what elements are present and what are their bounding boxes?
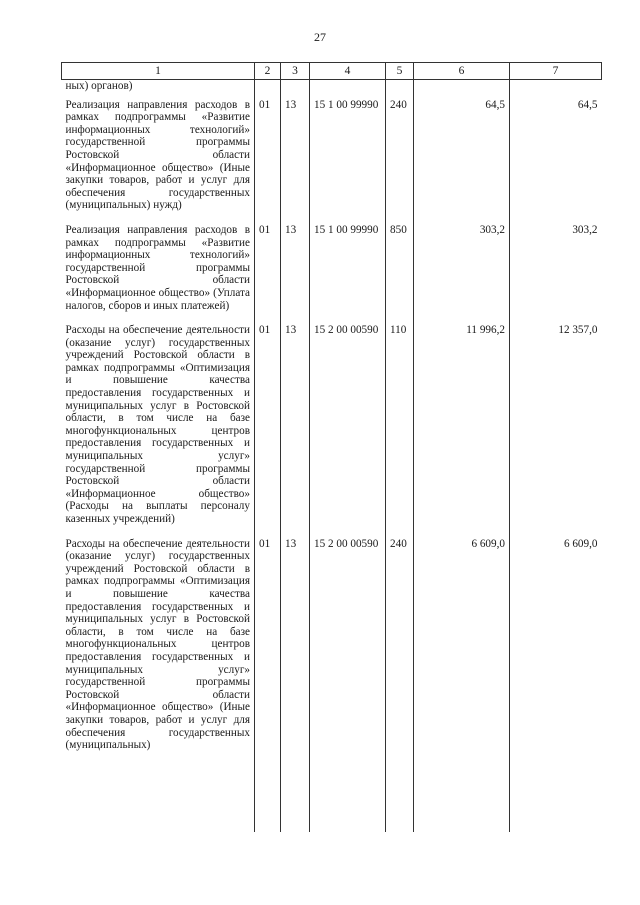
header-col-7: 7 (510, 63, 602, 80)
row-rz: 01 (255, 220, 281, 320)
header-col-4: 4 (310, 63, 386, 80)
table-row (62, 534, 602, 832)
row-pr: 13 (281, 95, 310, 220)
header-col-6: 6 (414, 63, 510, 80)
row-csr: 15 1 00 99990 (310, 95, 386, 220)
header-col-1: 1 (62, 63, 255, 80)
row-sum-1: 303,2 (414, 220, 510, 320)
table-row (62, 95, 602, 220)
row-pr: 13 (281, 320, 310, 534)
row-rz: 01 (255, 320, 281, 534)
row-pr: 13 (281, 534, 310, 832)
row-description: Расходы на обеспечение деятельности (оказание услуг) государственных учреждений Ростовской области в рамках подпрограммы «Оптимизация и повышение качества предоставления государственных и муниципальных услуг в Ростовской области, в том числе на базе многофункциональных центров предоставления государственных и муниципальных услуг» государственной программы Ростовской области «Информационное общество» (Иные закупки товаров, работ и услуг для обеспечения государственных (муниципальных) (65, 537, 250, 752)
continuation-text: ных) органов) (65, 80, 133, 92)
row-sum-2: 12 357,0 (510, 320, 602, 534)
row-vr: 240 (386, 95, 414, 220)
row-rz: 01 (255, 95, 281, 220)
row-description: Расходы на обеспечение деятельности (оказание услуг) государственных учреждений Ростовской области в рамках подпрограммы «Оптимизация и повышение качества предоставления государственных и муниципальных услуг в Ростовской области, в том числе на базе многофункциональных центров предоставления государственных и муниципальных услуг» государственной программы Ростовской области «Информационное общество» (Расходы на выплаты персоналу казенных учреждений) (65, 324, 250, 525)
row-sum-2: 303,2 (510, 220, 602, 320)
row-vr: 850 (386, 220, 414, 320)
header-col-2: 2 (255, 63, 281, 80)
row-pr: 13 (281, 220, 310, 320)
table-row (62, 220, 602, 320)
row-sum-1: 6 609,0 (414, 534, 510, 832)
row-csr: 15 1 00 99990 (310, 220, 386, 320)
row-csr: 15 2 00 00590 (310, 534, 386, 832)
continuation-row (62, 80, 602, 95)
header-col-5: 5 (386, 63, 414, 80)
row-sum-2: 64,5 (510, 95, 602, 220)
table-row (62, 320, 602, 534)
row-sum-1: 64,5 (414, 95, 510, 220)
row-vr: 240 (386, 534, 414, 832)
table-header-row (62, 63, 602, 80)
budget-table (61, 62, 602, 832)
row-csr: 15 2 00 00590 (310, 320, 386, 534)
header-col-3: 3 (281, 63, 310, 80)
page-number: 27 (314, 30, 326, 44)
row-sum-1: 11 996,2 (414, 320, 510, 534)
row-description: Реализация направления расходов в рамках подпрограммы «Развитие информационных технологий» государственной программы Ростовской области «Информационное общество» (Уплата налогов, сборов и иных платежей) (65, 223, 250, 312)
row-rz: 01 (255, 534, 281, 832)
row-sum-2: 6 609,0 (510, 534, 602, 832)
row-description: Реализация направления расходов в рамках подпрограммы «Развитие информационных технологий» государственной программы Ростовской области «Информационное общество» (Иные закупки товаров, работ и услуг для обеспечения государственных (муниципальных) нужд) (65, 98, 250, 212)
row-vr: 110 (386, 320, 414, 534)
